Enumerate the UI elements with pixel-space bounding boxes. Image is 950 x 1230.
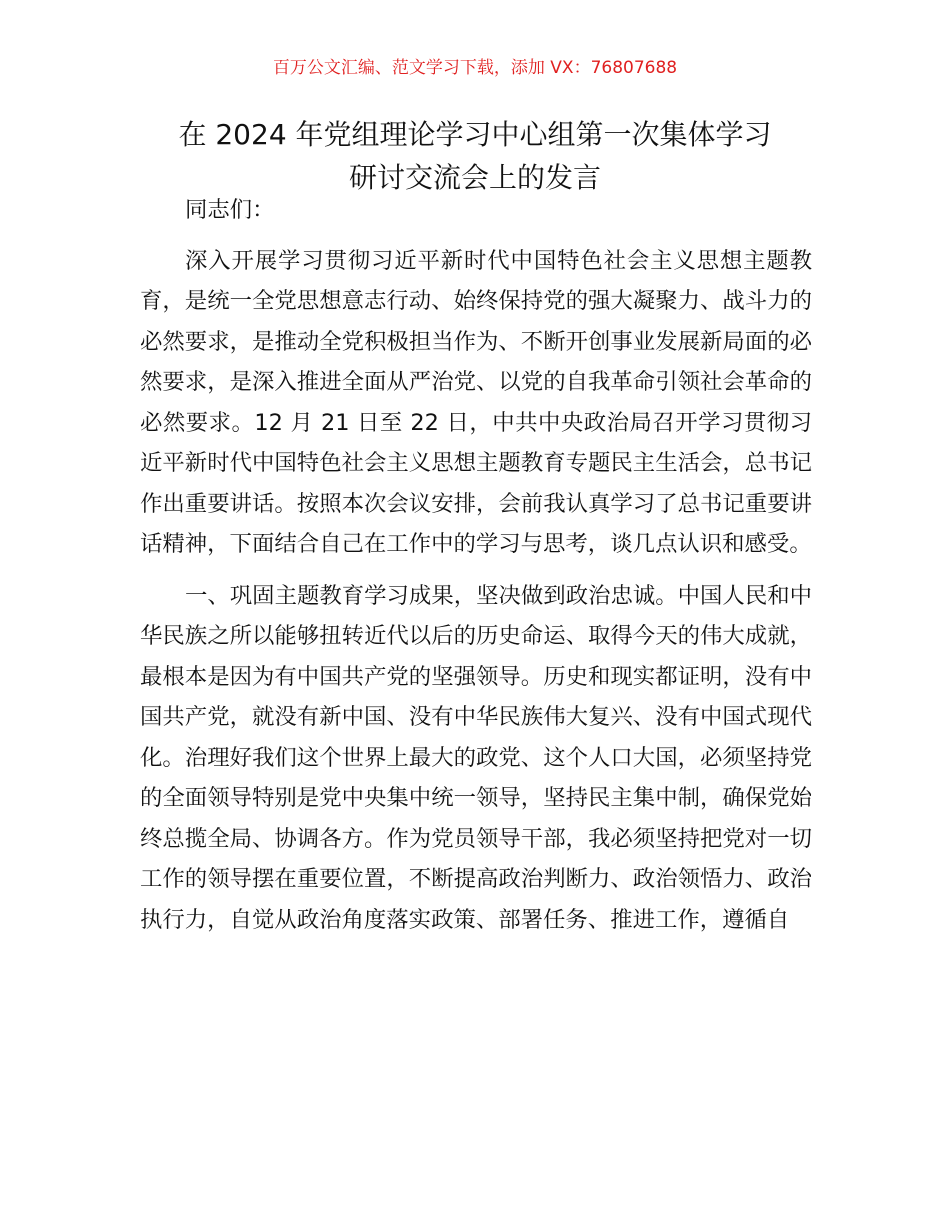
title-line-1: 在 2024 年党组理论学习中心组第一次集体学习 xyxy=(178,118,772,151)
salutation: 同志们： xyxy=(185,197,275,223)
watermark-banner: 百万公文汇编、范文学习下载，添加 VX：76807688 xyxy=(272,58,678,78)
document-body xyxy=(140,190,812,940)
title-line-2: 研讨交流会上的发言 xyxy=(348,161,601,194)
paragraph-intro: 深入开展学习贯彻习近平新时代中国特色社会主义思想主题教育，是统一全党思想意志行动、始终保持党的强大凝聚力、战斗力的必然要求，是推动全党积极担当作为、不断开创事业发展新局面的必然要求，是深入推进全面从严治党、以党的自我革命引领社会革命的必然要求。12 月 21 日至 22 日，中共中央政治局召开学习贯彻习近平新时代中国特色社会主义思想主题教育专题民主生活会，总书记作出重要讲话。按照本次会议安排，会前我认真学习了总书记重要讲话精神，下面结合自己在工作中的学习与思考，谈几点认识和感受。 xyxy=(140,247,812,557)
paragraph-section-one: 一、巩固主题教育学习成果，坚决做到政治忠诚。中国人民和中华民族之所以能够扭转近代以后的历史命运、取得今天的伟大成就，最根本是因为有中国共产党的坚强领导。历史和现实都证明，没有中国共产党，就没有新中国、没有中华民族伟大复兴、没有中国式现代化。治理好我们这个世界上最大的政党、这个人口大国，必须坚持党的全面领导特别是党中央集中统一领导，坚持民主集中制，确保党始终总揽全局、协调各方。作为党员领导干部，我必须坚持把党对一切工作的领导摆在重要位置，不断提高政治判断力、政治领悟力、政治执行力，自觉从政治角度落实政策、部署任务、推进工作，遵循自 xyxy=(140,582,812,933)
document-title xyxy=(120,113,830,199)
